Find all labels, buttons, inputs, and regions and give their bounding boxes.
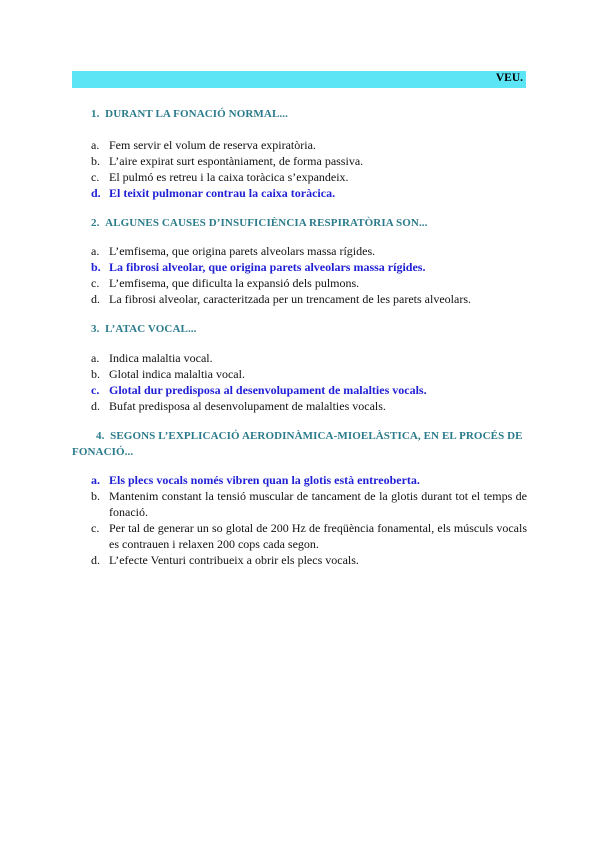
question-4-option-d: d. L’efecte Venturi contribueix a obrir els plecs vocals. (91, 553, 359, 567)
question-1-option-a: a. Fem servir el volum de reserva expiratòria. (91, 138, 316, 152)
question-2-option-a: a. L’emfisema, que origina parets alveolars massa rígides. (91, 244, 376, 258)
question-4-option-c: c. Per tal de generar un so glotal de 200 Hz de freqüència fonamental, els músculs vocals es contrauen i relaxen 200 cops cada segon. (91, 521, 527, 551)
question-3-title: 3. L’ATAC VOCAL... (91, 323, 197, 335)
question-3-option-a: a. Indica malaltia vocal. (91, 351, 213, 365)
question-4-option-b: b. Mantenim constant la tensió muscular de tancament de la glotis durant tot el temps de fonació. (91, 489, 527, 519)
question-2-title: 2. ALGUNES CAUSES D’INSUFICIÈNCIA RESPIRATÒRIA SON... (91, 217, 428, 229)
question-3-option-d: d. Bufat predisposa al desenvolupament de malalties vocals. (91, 399, 386, 413)
question-2-option-b-correct: b. La fibrosi alveolar, que origina parets alveolars massa rígides. (91, 260, 426, 274)
question-2-option-d: d. La fibrosi alveolar, caracteritzada per un trencament de les parets alveolars. (91, 292, 471, 306)
header-title: VEU. (495, 72, 523, 84)
question-1-option-c: c. El pulmó es retreu i la caixa toràcica s’expandeix. (91, 170, 349, 184)
question-3-option-b: b. Glotal indica malaltia vocal. (91, 367, 245, 381)
question-3-option-c-correct: c. Glotal dur predisposa al desenvolupament de malalties vocals. (91, 383, 427, 397)
question-2-option-c: c. L’emfisema, que dificulta la expansió dels pulmons. (91, 276, 360, 290)
question-4-title-line-2: FONACIÓ... (72, 446, 134, 458)
question-4-title-line-1: 4. SEGONS L’EXPLICACIÓ AERODINÀMICA-MIOELÀSTICA, EN EL PROCÉS DE (96, 430, 523, 442)
question-1-option-d-correct: d. El teixit pulmonar contrau la caixa toràcica. (91, 186, 336, 200)
question-1-option-b: b. L’aire expirat surt espontàniament, de forma passiva. (91, 154, 364, 168)
question-1-title: 1. DURANT LA FONACIÓ NORMAL... (91, 108, 288, 120)
question-4-option-a-correct: a. Els plecs vocals només vibren quan la glotis està entreoberta. (91, 473, 420, 487)
header-bar (72, 71, 526, 88)
